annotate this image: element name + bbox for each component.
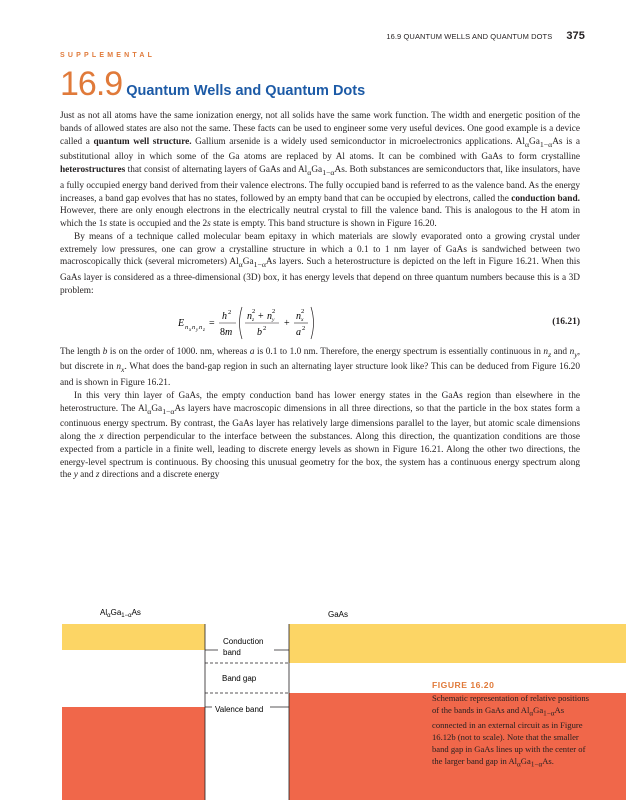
caption-text xyxy=(432,693,592,771)
text-run: Ga xyxy=(311,165,323,176)
svg-text:x: x xyxy=(189,327,192,333)
svg-text:2: 2 xyxy=(252,307,256,315)
var-n-y: $n_y$ xyxy=(569,346,578,359)
label-part: Al xyxy=(100,608,108,617)
svg-text:y: y xyxy=(196,327,199,333)
text-run: and xyxy=(551,346,570,357)
text-run: state is occupied and the 2 xyxy=(107,219,208,230)
text-run: state is empty. This band structure is shown in Figure 16.20. xyxy=(210,219,437,230)
figure-caption xyxy=(432,680,592,771)
text-run: Ga xyxy=(533,704,544,715)
svg-text:y: y xyxy=(272,316,275,323)
supplemental-label: SUPPLEMENTAL xyxy=(60,52,156,59)
italic-var: y xyxy=(73,470,78,481)
paragraph-3 xyxy=(60,346,580,390)
text-run: that consist of alternating layers of GaAs and Al xyxy=(125,165,308,176)
term-conduction-band: conduction band. xyxy=(511,193,580,204)
running-title: 16.9 QUANTUM WELLS AND QUANTUM DOTS xyxy=(386,32,553,41)
page-number: 375 xyxy=(566,30,585,42)
svg-text:2: 2 xyxy=(301,307,305,315)
subscript: α xyxy=(238,260,243,270)
text-run: By means of a technique called molecular beam epitaxy in which materials are slowly evaporated onto a growing crystal under extremely low pressures, one can grow a crystalline structure in which a 0.1 to 1 nm layer of GaAs is sandwiched between two macroscopically thick (several micrometers) Al xyxy=(60,231,580,268)
text-run: Ga xyxy=(151,403,163,414)
text-run: direction perpendicular to the interface between the substances. Along this direction, the quantization conditions are those expected from a particle in a finite well, leading to discrete energy levels as shown in Figure 16.21. Along the other two directions, the energy-level spectrum is continuous. By choosing this unusual geometry for the box, the system has a continuous energy spectrum along the xyxy=(60,432,580,481)
label-sub: 1−α xyxy=(121,613,132,619)
svg-text:2: 2 xyxy=(228,308,232,316)
subscript: 1−α xyxy=(539,139,553,149)
band-gap-label: Band gap xyxy=(222,674,257,683)
equation-number: (16.21) xyxy=(552,316,580,327)
text-run: Just as not all atoms have the same ionization energy, not all solids have the same work function. The width and energetic position of the bands of allowed states are also not the same. These facts can be used to engineer some very useful devices. One good example is a device called a xyxy=(60,111,580,147)
valence-band-label: Valence band xyxy=(215,705,264,714)
caption-title: FIGURE 16.20 xyxy=(432,680,495,690)
italic-var: x xyxy=(99,432,104,443)
italic-var: z xyxy=(95,470,100,481)
text-run: is on the order of 1000. nm, whereas xyxy=(107,346,250,357)
svg-text:n: n xyxy=(296,310,301,322)
gaas-label: GaAs xyxy=(328,610,349,619)
conduction-band-right xyxy=(289,624,626,663)
text-run: is 0.1 to 1.0 nm. Therefore, the energy spectrum is essentially continuous in xyxy=(254,346,544,357)
subscript: 1−α xyxy=(162,406,175,416)
subscript: α xyxy=(147,406,152,416)
subscript: α xyxy=(307,167,312,177)
text-run: As. Both substances are semiconductors that, like insulators, have a fully occupied energy band derived from their valence electrons. The fully occupied band is referred to as the valence band. As the energy increases, a band gap evolves that has no states, followed by an empty band that can be occupied by electrons, called the xyxy=(60,165,580,204)
text-run: Ga xyxy=(242,257,254,268)
subscript: α xyxy=(517,760,521,769)
conduction-band-label-2: band xyxy=(223,648,241,657)
text-run: Schematic representation of relative positions of the bands in GaAs and Al xyxy=(432,692,590,715)
text-run: In this very thin layer of GaAs, the empty conduction band has lower energy states in the GaAs region than elsewhere in the heterostructure. The Al xyxy=(60,390,580,414)
svg-text:n: n xyxy=(247,310,252,322)
svg-text:n: n xyxy=(267,310,272,322)
subscript: α xyxy=(524,139,530,149)
conduction-band-left xyxy=(62,624,205,650)
italic-var: s xyxy=(207,219,211,230)
text-run: and xyxy=(77,470,96,481)
text-run: , but discrete in xyxy=(60,346,581,373)
label-sub: α xyxy=(107,613,111,619)
section-title: Quantum Wells and Quantum Dots xyxy=(126,83,366,99)
svg-text:b: b xyxy=(257,326,262,338)
var-n-z: $n_z$ xyxy=(543,346,552,359)
text-run: Gallium arsenide is a widely used semiconductor in microelectronics applications. Al xyxy=(191,136,525,147)
var-n-x: $n_x$ xyxy=(116,362,125,375)
paragraph-4 xyxy=(60,390,580,482)
text-run: However, there are only enough electrons in the electrically neutral crystal to fill the valence band. This is analogous to the H atom in which the 1 xyxy=(60,206,580,230)
svg-text:n: n xyxy=(199,323,203,331)
svg-text:n: n xyxy=(185,323,189,331)
running-header xyxy=(386,30,585,42)
text-run: Ga xyxy=(529,136,540,147)
subscript: 1−α xyxy=(253,260,266,270)
svg-text:E: E xyxy=(178,317,185,329)
svg-text:z: z xyxy=(203,327,205,333)
conduction-band-label: Conduction xyxy=(223,637,264,646)
svg-text:2: 2 xyxy=(302,324,306,332)
text-run: Ga xyxy=(520,755,531,766)
svg-text:+: + xyxy=(284,317,290,329)
svg-text:n: n xyxy=(192,323,196,331)
svg-text:2: 2 xyxy=(272,307,276,315)
italic-var: s xyxy=(103,219,107,230)
text-run: As connected in an external circuit as in Figure 16.12b (not to scale). Note that the smaller band gap in GaAs lines up with the center of the larger band gap in Al xyxy=(432,704,586,766)
label-part: As xyxy=(131,608,141,617)
svg-text:m: m xyxy=(225,326,233,338)
subscript: 1−α xyxy=(530,760,543,769)
paragraph-2 xyxy=(60,231,580,298)
term-heterostructures: heterostructures xyxy=(60,165,126,176)
section-heading xyxy=(60,67,365,101)
text-run: directions and a discrete energy xyxy=(99,470,220,481)
svg-text:z: z xyxy=(252,316,255,323)
svg-text:x: x xyxy=(301,316,304,323)
alga-as-label xyxy=(100,608,141,619)
label-part: Ga xyxy=(110,608,122,617)
text-run: As layers. Such a heterostructure is depicted on the left in Figure 16.21. When this GaAs layer is considered as a three-dimensional (3D) box, it has energy levels that depend on three quantum numbers because this is a 3D problem: xyxy=(60,257,581,296)
svg-text:+: + xyxy=(258,310,264,322)
text-run: . What does the band-gap region in such an alternating layer structure look like? This can be deduced from Figure 16.20 and is shown in Figure 16.21. xyxy=(60,362,580,389)
text-run: The length xyxy=(60,346,103,357)
svg-text:8: 8 xyxy=(220,326,225,338)
section-number: 16.9 xyxy=(60,65,123,103)
subscript: 1−α xyxy=(322,167,335,177)
italic-var: a xyxy=(249,346,255,357)
svg-text:a: a xyxy=(296,326,301,338)
svg-text:=: = xyxy=(209,317,215,329)
svg-text:2: 2 xyxy=(263,324,267,332)
equation-16-21 xyxy=(60,298,580,346)
text-run: As layers have macroscopic dimensions in all three directions, so that the particle in the box states form a continuous energy spectrum. By contrast, the GaAs layer has relatively large dimensions parallel to the layer, but atomic scale dimensions along the xyxy=(60,403,580,443)
equation-formula xyxy=(178,298,478,346)
svg-text:h: h xyxy=(222,310,227,322)
italic-var: b xyxy=(102,346,108,357)
text-run: As is a substitutional alloy in which some of the Ga atoms are replaced by Al atoms. It can be combined with GaAs to form crystalline xyxy=(60,136,580,163)
term-quantum-well: quantum well structure. xyxy=(93,136,192,147)
paragraph-1 xyxy=(60,110,580,231)
subscript: 1−α xyxy=(543,709,555,718)
valence-band-left xyxy=(62,707,205,800)
text-run: As. xyxy=(542,755,554,766)
body-text xyxy=(60,110,580,482)
subscript: α xyxy=(529,709,534,718)
